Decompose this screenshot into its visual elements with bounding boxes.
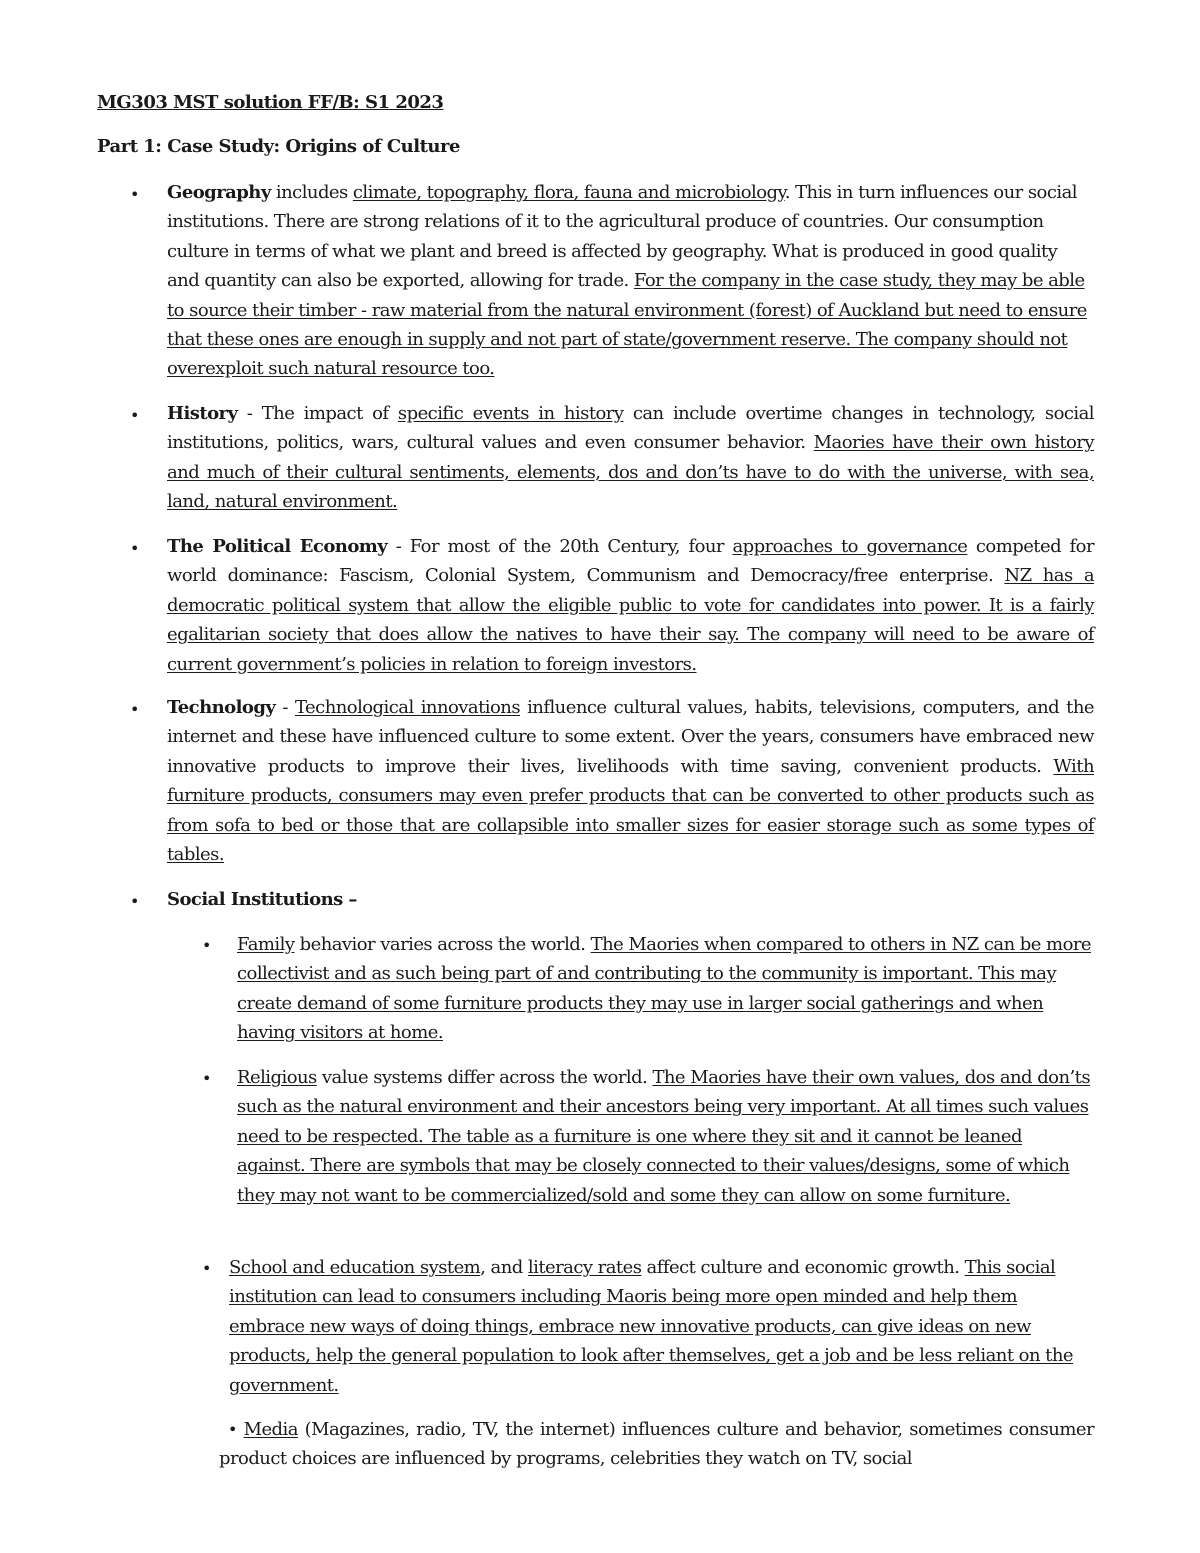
bullet-icon: • xyxy=(130,185,140,204)
bullet-icon: • xyxy=(202,1069,212,1088)
bullet-icon: • xyxy=(130,892,140,911)
school-paragraph: School and education system, and literacy rates affect culture and economic growth. This social institution can lead to consumers including Maoris being more open minded and help them embrace new ways of doing things, embrace new innovative products, can give ideas on new products, help the general population to look after themselves, get a job and be less reliant on the government. xyxy=(229,1257,1074,1396)
technology-heading: Technology xyxy=(167,697,276,718)
social-institutions-heading: Social Institutions – xyxy=(167,889,357,910)
bullet-icon: • xyxy=(202,936,212,955)
bullet-icon: • xyxy=(130,700,140,719)
political-economy-heading: The Political Economy xyxy=(167,536,388,557)
media-paragraph: • Media (Magazines, radio, TV, the internet) influences culture and behavior, sometimes consumer product choices are influenced by programs, celebrities they watch on TV, social xyxy=(219,1419,1094,1470)
religious-paragraph: Religious value systems differ across the world. The Maories have their own values, dos and don’ts such as the natural environment and their ancestors being very important. At all times such values need to be respected. The table as a furniture is one where they sit and it cannot be leaned against. There are symbols that may be closely connected to their values/designs, some of which they may not want to be commercialized/sold and some they can allow on some furniture. xyxy=(237,1067,1091,1206)
bullet-icon: • xyxy=(202,1259,212,1278)
bullet-icon: • xyxy=(130,406,140,425)
part-heading: Part 1: Case Study: Origins of Culture xyxy=(97,136,460,157)
family-paragraph: Family behavior varies across the world. The Maories when compared to others in NZ can be more collectivist and as such being part of and contributing to the community is important. This may create demand of some furniture products they may use in larger social gatherings and when having visitors at home. xyxy=(237,934,1092,1044)
geography-heading: Geography xyxy=(167,182,271,203)
geography-paragraph: Geography includes climate, topography, flora, fauna and microbiology. This in turn influences our social institutions. There are strong relations of it to the agricultural produce of countries. Our consumption culture in terms of what we plant and breed is affected by geography. What is produced in good quality and quantity can also be exported, allowing for trade. For the company in the case study, they may be able to source their timber - raw material from the natural environment (forest) of Auckland but need to ensure that these ones are enough in supply and not part of state/government reserve. The company should not overexploit such natural resource too. xyxy=(167,182,1087,380)
bullet-icon: • xyxy=(228,1420,237,1439)
history-paragraph: History - The impact of specific events in history can include overtime changes in technology, social institutions, politics, wars, cultural values and even consumer behavior. Maories have their own history and much of their cultural sentiments, elements, dos and don’ts have to do with the universe, with sea, land, natural environment. xyxy=(167,403,1094,513)
bullet-icon: • xyxy=(130,539,140,558)
political-economy-paragraph: The Political Economy - For most of the 20th Century, four approaches to governance competed for world dominance: Fascism, Colonial System, Communism and Democracy/free enterprise. NZ has a democratic political system that allow the eligible public to vote for candidates into power. It is a fairly egalitarian society that does allow the natives to have their say. The company will need to be aware of current government’s policies in relation to foreign investors. xyxy=(167,536,1095,675)
technology-paragraph: Technology - Technological innovations influence cultural values, habits, televisions, computers, and the internet and these have influenced culture to some extent. Over the years, consumers have embraced new innovative products to improve their lives, livelihoods with time saving, convenient products. With furniture products, consumers may even prefer products that can be converted to other products such as from sofa to bed or those that are collapsible into smaller sizes for easier storage such as some types of tables. xyxy=(167,697,1094,866)
document-title: MG303 MST solution FF/B: S1 2023 xyxy=(97,92,444,113)
history-heading: History xyxy=(167,403,238,424)
social-institutions-paragraph xyxy=(167,885,1094,914)
